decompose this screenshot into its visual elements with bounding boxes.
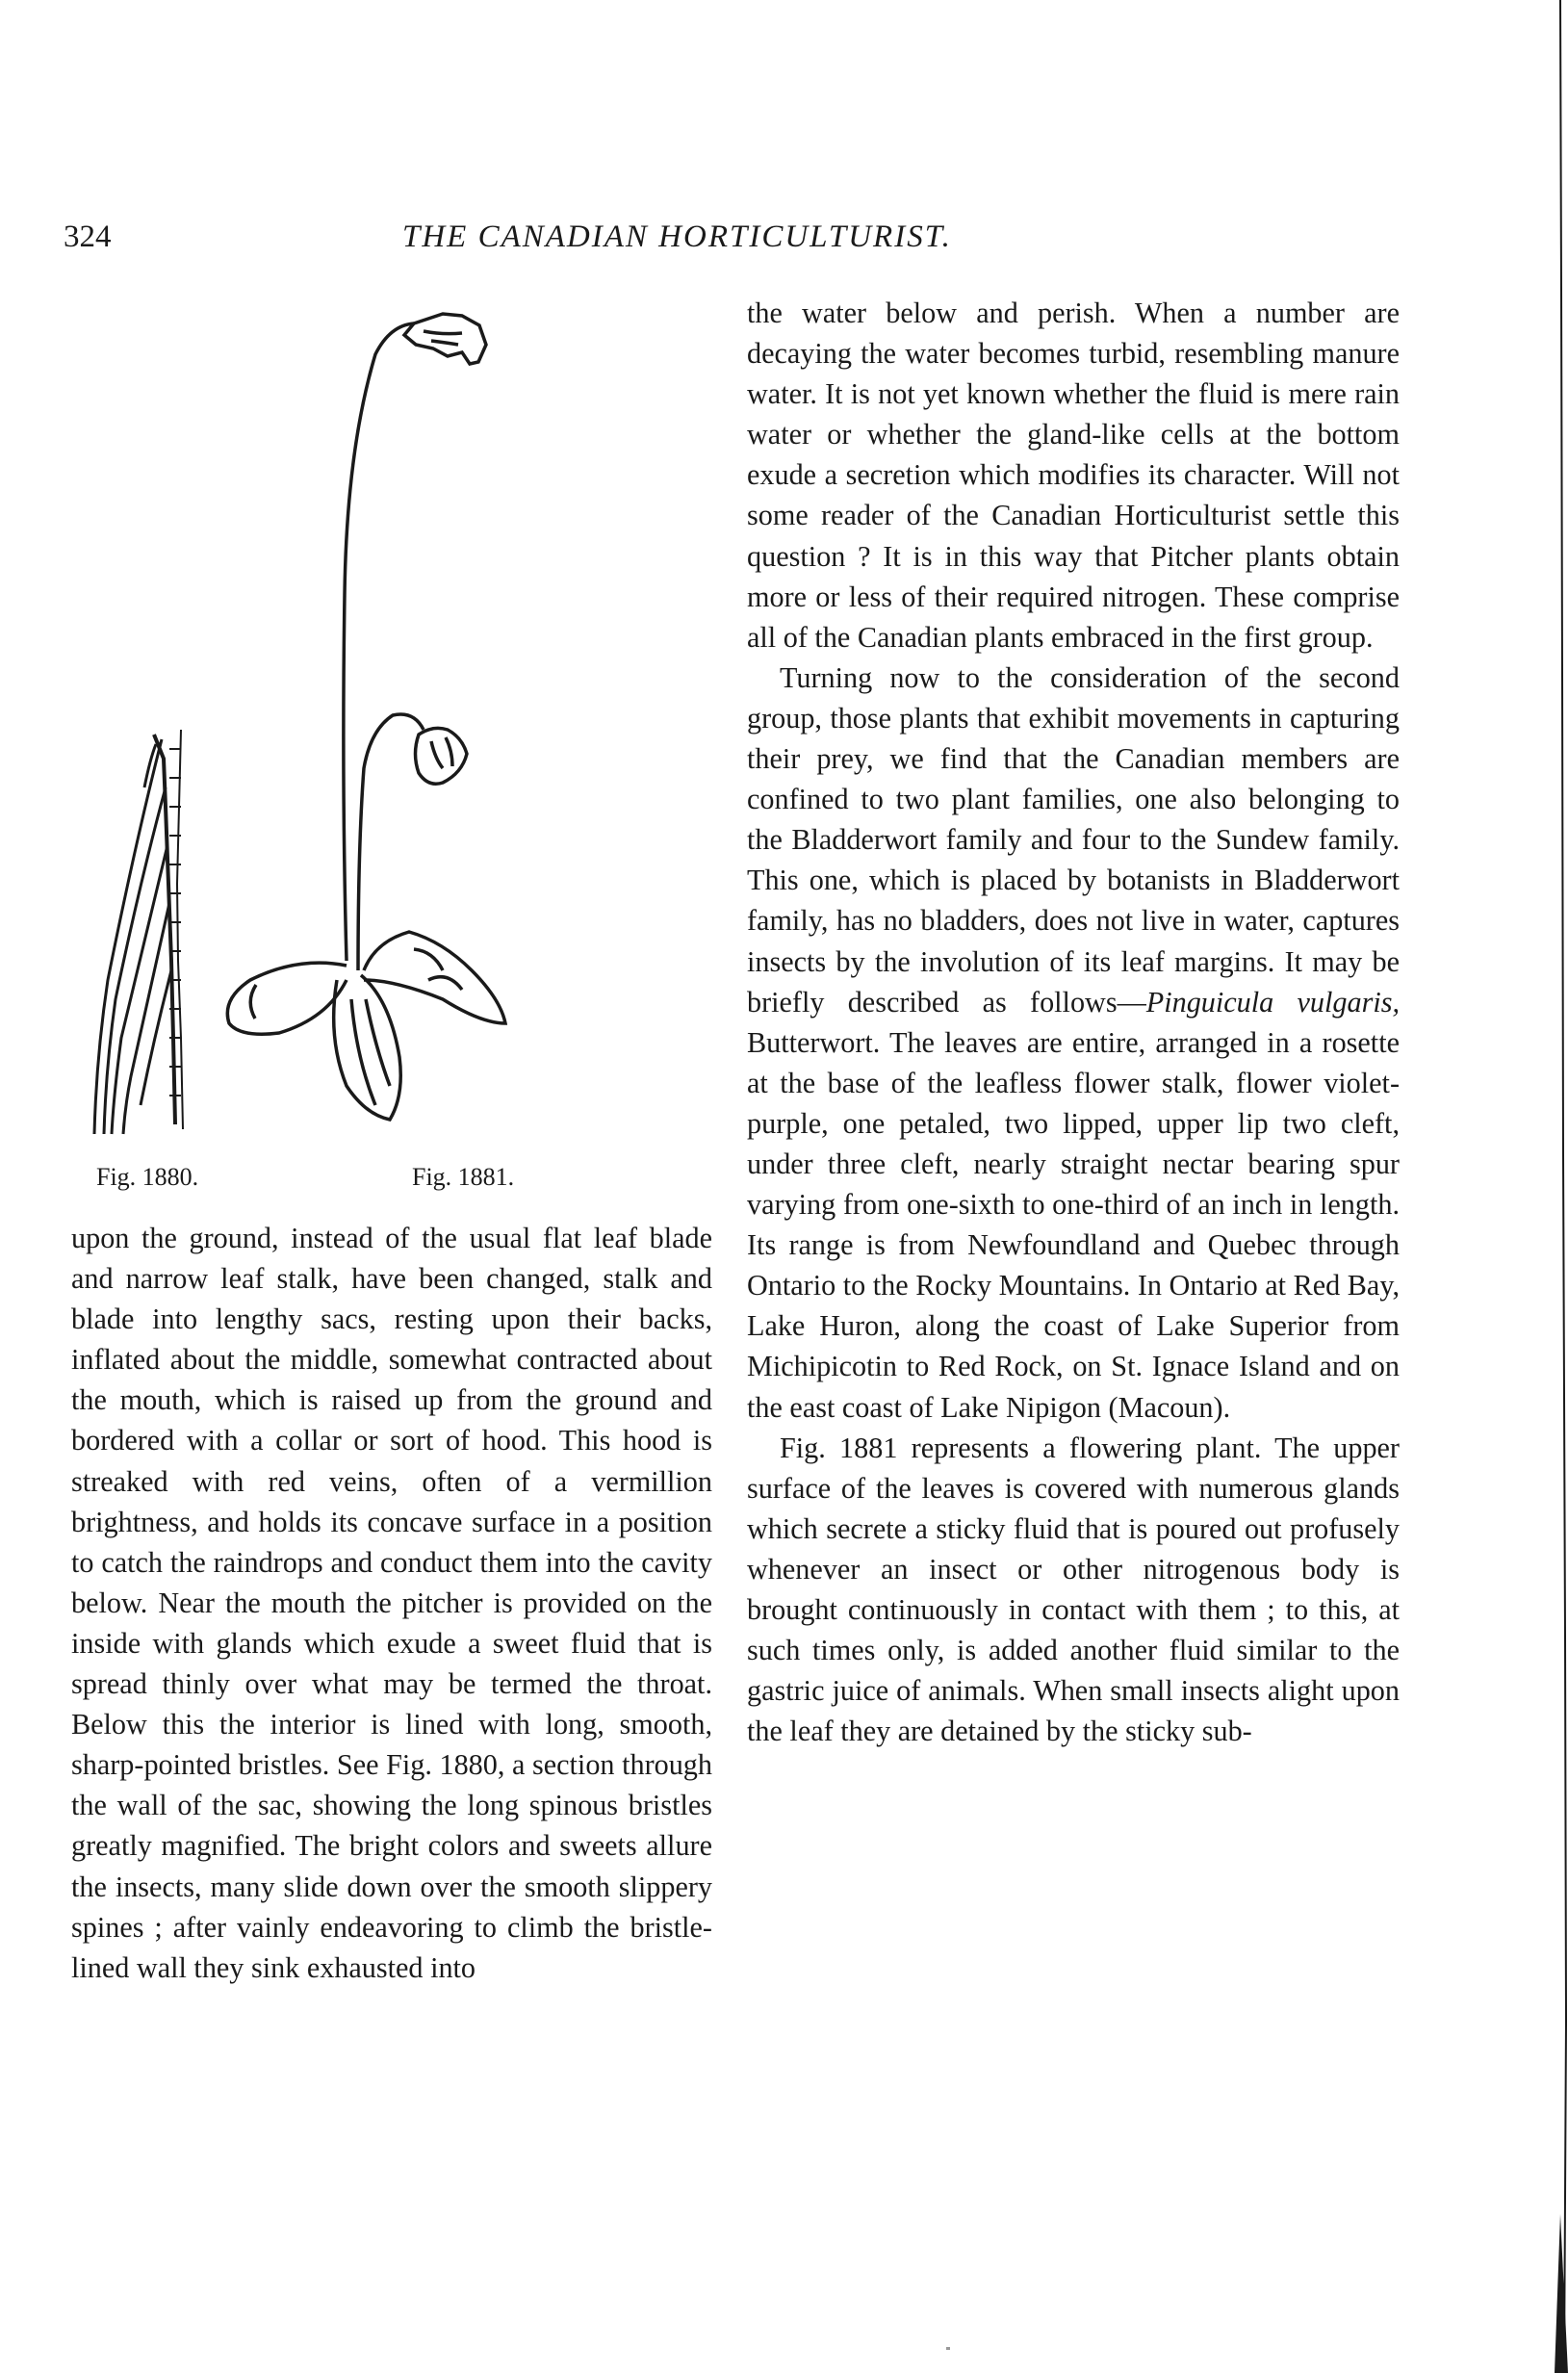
page-edge-shadow [1551, 0, 1568, 2373]
page-number: 324 [64, 219, 112, 254]
figure-caption-1880: Fig. 1880. [96, 1163, 199, 1191]
right-paragraph-2 [747, 658, 1400, 1428]
scan-speck [946, 2347, 950, 2350]
paragraph-2-text-a: Turning now to the consideration of the second group, those plants that exhibit movements in capturing their prey, we find that the Canadian members are confined to two plant families, one also belonging to the Bladderwort family and four to the Sundew family. This one, which is placed by botanists in Bladderwort family, has no bladders, does not live in water, captures insects by the involution of its leaf margins. It may be briefly described as follows— [747, 660, 1400, 1019]
running-title: THE CANADIAN HORTICULTURIST. [402, 219, 952, 254]
right-paragraph-3: Fig. 1881 represents a flowering plant. The upper surface of the leaves is covered with numerous glands which secrete a sticky fluid that is poured out profusely whenever an insect or other nitrogenous body is brought continuously in contact with them ; to this, at such times only, is added another fluid similar to the gastric juice of animals. When small insects alight upon the leaf they are detained by the sticky sub- [747, 1431, 1400, 1748]
page-header [0, 219, 1568, 268]
fig-1881-butterwort-plant [227, 314, 505, 1120]
figure-illustrations [58, 306, 732, 1158]
figure-caption-1881: Fig. 1881. [412, 1163, 515, 1191]
right-paragraph-1: the water below and perish. When a number are decaying the water becomes turbid, resembling manure water. It is not yet known whether the fluid is mere rain water or whether the gland-like cells at the bottom exude a secretion which modifies its character. Will not some reader of the Canadian Horticulturist settle this question ? It is in this way that Pitcher plants obtain more or less of their required nitrogen. These comprise all of the Canadian plants embraced in the first group. [747, 297, 1400, 654]
right-column [747, 293, 1400, 1751]
species-name: Pinguicula vulgaris, [1145, 985, 1400, 1019]
left-column [71, 1218, 712, 1988]
fig-1880-bristle-section [94, 730, 183, 1134]
left-paragraph: upon the ground, instead of the usual flat leaf blade and narrow leaf stalk, have been changed, stalk and blade into lengthy sacs, resting upon their backs, inflated about the middle, somewhat contracted about the mouth, which is raised up from the ground and bordered with a collar or sort of hood. This hood is streaked with red veins, often of a vermillion brightness, and holds its concave surface in a position to catch the raindrops and conduct them into the cavity below. Near the mouth the pitcher is provided on the inside with glands which exude a sweet fluid that is spread thinly over what may be termed the throat. Below this the interior is lined with long, smooth, sharp-pointed bristles. See Fig. 1880, a section through the wall of the sac, showing the long spinous bristles greatly magnified. The bright colors and sweets allure the insects, many slide down over the smooth slippery spines ; after vainly endeavoring to climb the bristle-lined wall they sink exhausted into [71, 1222, 712, 1984]
paragraph-2-text-b: Butterwort. The leaves are entire, arranged in a rosette at the base of the leafless flower stalk, flower violet-purple, one petaled, two lipped, upper lip two cleft, under three cleft, nearly straight nectar bearing spur varying from one-sixth to one-third of an inch in length. Its range is from Newfoundland and Quebec through Ontario to the Rocky Mountains. In Ontario at Red Bay, Lake Huron, along the coast of Lake Superior from Michipicotin to Red Rock, on St. Ignace Island and on the east coast of Lake Nipigon (Macoun). [747, 1025, 1400, 1424]
